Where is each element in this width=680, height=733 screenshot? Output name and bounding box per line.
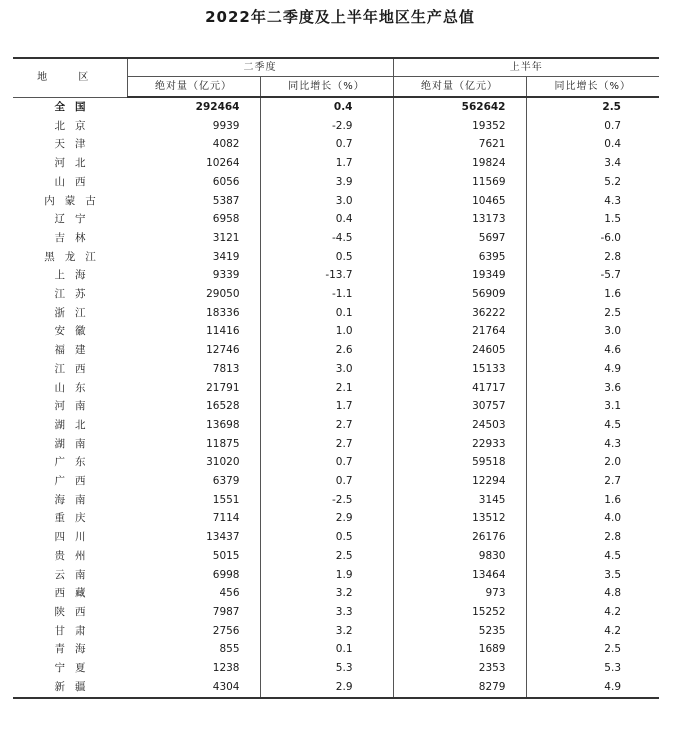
- h1-abs-cell: 41717: [393, 379, 526, 398]
- region-cell: 福建: [54, 344, 96, 357]
- q2-growth-cell: 1.0: [260, 322, 393, 341]
- h1-abs-cell: 21764: [393, 322, 526, 341]
- table-header: [13, 58, 659, 97]
- q2-growth-cell: 5.3: [260, 659, 393, 678]
- h1-abs-cell: 2353: [393, 659, 526, 678]
- h1-growth-header: 同比增长（%）: [526, 77, 659, 98]
- q2-abs-cell: 5387: [212, 194, 240, 207]
- q2-abs-cell: 31020: [206, 456, 240, 469]
- table-row: [13, 154, 659, 173]
- q2-growth-cell: 3.2: [260, 622, 393, 641]
- table-row: [13, 173, 659, 192]
- table-row: [13, 491, 659, 510]
- region-cell: 宁夏: [54, 662, 96, 675]
- h1-abs-cell: 19824: [393, 154, 526, 173]
- q2-abs-cell: 3121: [212, 231, 240, 244]
- q2-group-header: 二季度: [127, 58, 393, 77]
- q2-abs-cell: 7813: [212, 362, 240, 375]
- table-row: [13, 304, 659, 323]
- q2-abs-cell: 9939: [212, 119, 240, 132]
- q2-growth-cell: 0.7: [260, 453, 393, 472]
- table-row: [13, 97, 659, 117]
- region-cell: 辽宁: [54, 213, 96, 226]
- table-body: [13, 97, 659, 698]
- q2-growth-cell: 2.5: [260, 547, 393, 566]
- h1-growth-cell: 2.7: [526, 472, 659, 491]
- h1-growth-cell: 4.2: [526, 622, 659, 641]
- region-cell: 天津: [54, 138, 96, 151]
- table-row: [13, 135, 659, 154]
- region-cell: 甘肃: [54, 624, 96, 637]
- h1-abs-cell: 5235: [393, 622, 526, 641]
- q2-abs-cell: 9339: [212, 269, 240, 282]
- h1-growth-cell: 4.8: [526, 584, 659, 603]
- table-row: [13, 416, 659, 435]
- region-cell: 全国: [54, 100, 96, 113]
- q2-abs-cell: 6379: [212, 475, 240, 488]
- h1-growth-cell: 4.5: [526, 547, 659, 566]
- region-cell: 黑龙江: [44, 250, 106, 263]
- h1-growth-cell: 2.5: [526, 304, 659, 323]
- q2-abs-cell: 10264: [206, 157, 240, 170]
- table-row: [13, 659, 659, 678]
- q2-growth-cell: 0.7: [260, 135, 393, 154]
- q2-abs-cell: 4304: [127, 678, 260, 698]
- h1-abs-cell: 562642: [393, 97, 526, 117]
- h1-growth-cell: 0.7: [526, 117, 659, 136]
- h1-growth-cell: 2.5: [526, 640, 659, 659]
- q2-growth-cell: 0.1: [260, 640, 393, 659]
- q2-abs-cell: 29050: [206, 288, 240, 301]
- q2-growth-cell: 0.5: [260, 248, 393, 267]
- q2-abs-header: 绝对量（亿元）: [127, 77, 260, 98]
- table-row: [13, 397, 659, 416]
- h1-growth-cell: 0.4: [526, 135, 659, 154]
- h1-abs-cell: 19352: [393, 117, 526, 136]
- region-cell: 海南: [54, 493, 96, 506]
- table-row: [13, 622, 659, 641]
- region-cell: 河南: [54, 400, 96, 413]
- q2-growth-cell: -1.1: [260, 285, 393, 304]
- h1-abs-cell: 59518: [393, 453, 526, 472]
- region-cell: 浙江: [54, 306, 96, 319]
- q2-abs-cell: 6056: [212, 175, 240, 188]
- region-cell: 江苏: [54, 288, 96, 301]
- q2-abs-cell: 13698: [206, 418, 240, 431]
- h1-abs-cell: 13464: [393, 566, 526, 585]
- table-row: [13, 640, 659, 659]
- q2-growth-cell: 1.9: [260, 566, 393, 585]
- q2-growth-cell: 2.7: [260, 435, 393, 454]
- table-row: [13, 210, 659, 229]
- table-row: [13, 547, 659, 566]
- table-row: [13, 229, 659, 248]
- q2-growth-cell: 1.7: [260, 397, 393, 416]
- h1-growth-cell: 3.5: [526, 566, 659, 585]
- region-cell: 云南: [54, 568, 96, 581]
- h1-growth-cell: 4.6: [526, 341, 659, 360]
- table-row: [13, 453, 659, 472]
- region-cell: 山东: [54, 381, 96, 394]
- q2-growth-cell: 2.7: [260, 416, 393, 435]
- q2-abs-cell: 13437: [206, 531, 240, 544]
- h1-growth-cell: 1.6: [526, 491, 659, 510]
- h1-abs-cell: 8279: [393, 678, 526, 698]
- h1-growth-cell: 4.5: [526, 416, 659, 435]
- h1-abs-cell: 13173: [393, 210, 526, 229]
- region-cell: 山西: [54, 175, 96, 188]
- gdp-table: [13, 57, 659, 699]
- region-cell: 重庆: [54, 512, 96, 525]
- h1-growth-cell: 1.5: [526, 210, 659, 229]
- h1-group-header: 上半年: [393, 58, 659, 77]
- table-row: [13, 117, 659, 136]
- h1-abs-cell: 22933: [393, 435, 526, 454]
- h1-growth-cell: 4.9: [526, 360, 659, 379]
- q2-abs-cell: 18336: [206, 306, 240, 319]
- h1-growth-cell: 1.6: [526, 285, 659, 304]
- region-cell: 青海: [54, 643, 96, 656]
- region-cell: 内蒙古: [44, 194, 106, 207]
- region-cell: 贵州: [54, 549, 96, 562]
- q2-growth-cell: 0.7: [260, 472, 393, 491]
- table-row: [13, 360, 659, 379]
- q2-growth-cell: -4.5: [260, 229, 393, 248]
- q2-abs-cell: 292464: [195, 101, 240, 113]
- q2-growth-cell: 2.9: [260, 509, 393, 528]
- table-row: [13, 192, 659, 211]
- q2-growth-cell: 3.3: [260, 603, 393, 622]
- h1-abs-cell: 56909: [393, 285, 526, 304]
- region-cell: 新疆: [13, 678, 127, 698]
- h1-growth-cell: 2.8: [526, 248, 659, 267]
- table-row: [13, 584, 659, 603]
- q2-growth-cell: 2.6: [260, 341, 393, 360]
- region-cell: 湖南: [54, 437, 96, 450]
- q2-abs-cell: 12746: [206, 344, 240, 357]
- table-row: [13, 678, 659, 698]
- q2-growth-cell: 3.0: [260, 360, 393, 379]
- q2-abs-cell: 6958: [212, 213, 240, 226]
- q2-growth-cell: 1.7: [260, 154, 393, 173]
- h1-growth-cell: 4.0: [526, 509, 659, 528]
- q2-abs-cell: 16528: [206, 400, 240, 413]
- h1-growth-cell: 3.1: [526, 397, 659, 416]
- q2-growth-cell: 3.2: [260, 584, 393, 603]
- q2-growth-cell: 3.9: [260, 173, 393, 192]
- h1-abs-cell: 15133: [393, 360, 526, 379]
- h1-abs-cell: 19349: [393, 266, 526, 285]
- table-row: [13, 285, 659, 304]
- q2-abs-cell: 7114: [212, 512, 240, 525]
- h1-abs-cell: 36222: [393, 304, 526, 323]
- h1-growth-cell: 3.6: [526, 379, 659, 398]
- table-row: [13, 472, 659, 491]
- region-cell: 陕西: [54, 605, 96, 618]
- region-cell: 广东: [54, 456, 96, 469]
- h1-abs-cell: 24605: [393, 341, 526, 360]
- h1-abs-cell: 5697: [393, 229, 526, 248]
- region-cell: 西藏: [54, 587, 96, 600]
- q2-abs-cell: 855: [219, 643, 240, 656]
- region-cell: 四川: [54, 531, 96, 544]
- q2-abs-cell: 3419: [212, 250, 240, 263]
- h1-abs-cell: 9830: [393, 547, 526, 566]
- h1-growth-cell: -5.7: [526, 266, 659, 285]
- q2-abs-cell: 456: [219, 587, 240, 600]
- table-row: [13, 322, 659, 341]
- table-row: [13, 341, 659, 360]
- region-cell: 江西: [54, 362, 96, 375]
- h1-abs-cell: 13512: [393, 509, 526, 528]
- region-cell: 河北: [54, 157, 96, 170]
- h1-abs-cell: 3145: [393, 491, 526, 510]
- h1-abs-header: 绝对量（亿元）: [393, 77, 526, 98]
- h1-growth-cell: 4.3: [526, 192, 659, 211]
- h1-abs-cell: 24503: [393, 416, 526, 435]
- q2-growth-header: 同比增长（%）: [260, 77, 393, 98]
- h1-abs-cell: 1689: [393, 640, 526, 659]
- q2-growth-cell: 0.5: [260, 528, 393, 547]
- q2-growth-cell: 0.1: [260, 304, 393, 323]
- table-row: [13, 248, 659, 267]
- q2-growth-cell: -13.7: [260, 266, 393, 285]
- q2-growth-cell: -2.5: [260, 491, 393, 510]
- region-column-header: 地 区: [13, 58, 127, 97]
- q2-growth-cell: 0.4: [260, 97, 393, 117]
- q2-abs-cell: 7987: [212, 605, 240, 618]
- table-row: [13, 379, 659, 398]
- table-row: [13, 266, 659, 285]
- h1-abs-cell: 6395: [393, 248, 526, 267]
- table-row: [13, 509, 659, 528]
- h1-growth-cell: 4.2: [526, 603, 659, 622]
- table-row: [13, 566, 659, 585]
- q2-growth-cell: 2.9: [260, 678, 393, 698]
- h1-abs-cell: 26176: [393, 528, 526, 547]
- region-cell: 安徽: [54, 325, 96, 338]
- region-cell: 上海: [54, 269, 96, 282]
- q2-growth-cell: 0.4: [260, 210, 393, 229]
- h1-abs-cell: 973: [393, 584, 526, 603]
- h1-growth-cell: 2.5: [526, 97, 659, 117]
- h1-growth-cell: 2.8: [526, 528, 659, 547]
- h1-growth-cell: 4.9: [526, 678, 659, 698]
- q2-abs-cell: 5015: [212, 549, 240, 562]
- q2-abs-cell: 21791: [206, 381, 240, 394]
- region-cell: 湖北: [54, 418, 96, 431]
- h1-growth-cell: 3.4: [526, 154, 659, 173]
- h1-growth-cell: 2.0: [526, 453, 659, 472]
- table-row: [13, 603, 659, 622]
- h1-growth-cell: 5.2: [526, 173, 659, 192]
- q2-abs-cell: 11416: [206, 325, 240, 338]
- q2-growth-cell: 3.0: [260, 192, 393, 211]
- q2-growth-cell: -2.9: [260, 117, 393, 136]
- q2-abs-cell: 6998: [212, 568, 240, 581]
- region-cell: 广西: [54, 475, 96, 488]
- region-cell: 吉林: [54, 231, 96, 244]
- table-row: [13, 528, 659, 547]
- q2-growth-cell: 2.1: [260, 379, 393, 398]
- h1-growth-cell: -6.0: [526, 229, 659, 248]
- page-title: 2022年二季度及上半年地区生产总值: [205, 8, 475, 26]
- q2-abs-cell: 4082: [212, 138, 240, 151]
- q2-abs-cell: 11875: [206, 437, 240, 450]
- h1-abs-cell: 10465: [393, 192, 526, 211]
- h1-growth-cell: 3.0: [526, 322, 659, 341]
- h1-growth-cell: 4.3: [526, 435, 659, 454]
- h1-abs-cell: 30757: [393, 397, 526, 416]
- h1-abs-cell: 7621: [393, 135, 526, 154]
- h1-abs-cell: 12294: [393, 472, 526, 491]
- h1-growth-cell: 5.3: [526, 659, 659, 678]
- q2-abs-cell: 1551: [212, 493, 240, 506]
- region-cell: 北京: [54, 119, 96, 132]
- h1-abs-cell: 11569: [393, 173, 526, 192]
- table-row: [13, 435, 659, 454]
- q2-abs-cell: 1238: [212, 662, 240, 675]
- h1-abs-cell: 15252: [393, 603, 526, 622]
- q2-abs-cell: 2756: [212, 624, 240, 637]
